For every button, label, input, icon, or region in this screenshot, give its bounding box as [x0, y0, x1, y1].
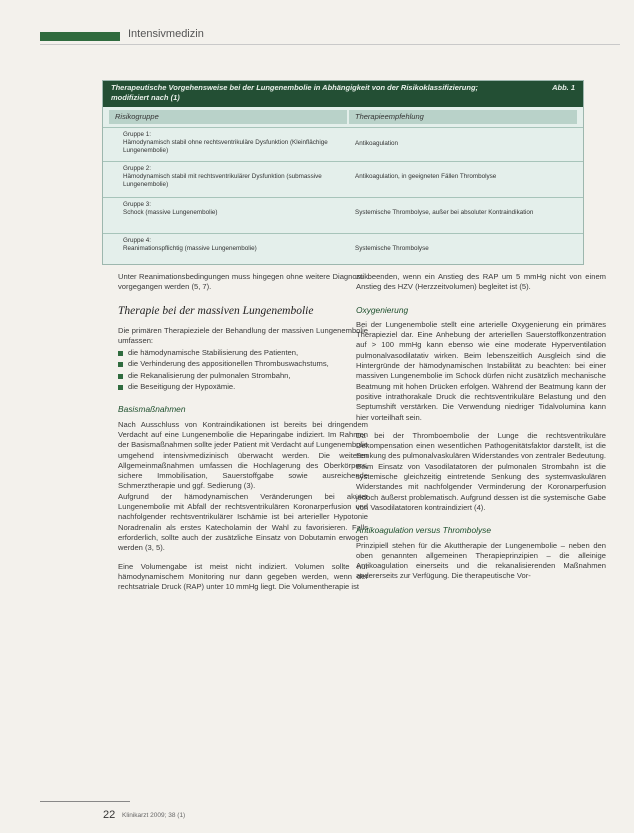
paragraph: Eine Volumengabe ist meist nicht indiziert. Volumen sollte nur hämodynamischem Monitoring nur dann gegeben werden, wenn der rechtsatriale Druck (RAP) unter 10 mmHg liegt. Die Volumentherapie ist [118, 561, 368, 592]
table-col-therapy: Therapieempfehlung [349, 110, 577, 124]
table-row [103, 233, 583, 264]
bullet-icon [118, 362, 123, 367]
table-cell-therapy: Systemische Thrombolyse [355, 245, 429, 252]
paragraph: Bei der Lungenembolie stellt eine arterielle Oxygenierung ein primäres Therapieziel dar. Eine Anhebung der arteriellen Sauerstoffkonzentration auf > 100 mmHg kann ebenso wie eine moderate Hyperventilation pulmonalvasodilatativ wirken. Beim lebenszeitlich Ausgleich sind die Hintergründe der hämodynamischen Instabilität zu beachten: bei einer massiven Lungenembolie im Schock dürfen nicht zusätzlich mechanische Beatmung mit hohen Drücken erfolgen. Während der Beatmung kann der positive intrathorakale Druck die rechtsventrikuläre Belastung und den Septumshift verstärken. Die Verwendung niedriger Tidalvolumina kann hier vorteilhaft sein. [356, 319, 606, 422]
list-item-text: die Verhinderung des appositionellen Thrombuswachstums, [128, 359, 329, 369]
bullet-icon [118, 351, 123, 356]
running-header: Intensivmedizin [128, 28, 204, 40]
list-item-text: die Rekanalisierung der pulmonalen Strombahn, [128, 370, 291, 380]
right-column [356, 272, 606, 590]
list-item [118, 371, 368, 381]
paragraph: Da bei der Thromboembolie der Lunge die rechtsventrikuläre Dekompensation einen wesentlichen Pathogenitätsfaktor darstellt, ist die Senkung des pulmonalvaskulären Widerstandes von zentraler Bedeutung. Beim Einsatz von Vasodilatatoren der pulmonalen Strombahn ist die systemische gleichzeitig eintretende Senkung des systemvaskulären Widerstandes mit nachfolgender Verminderung der Koronarperfusion jedoch äußerst problematisch. Aufgrund dessen ist die systemische Gabe von Vasodilatatoren kontraindiziert (4). [356, 430, 606, 512]
paragraph: Die primären Therapieziele der Behandlung der massiven Lungenembolie umfassen: [118, 325, 368, 345]
risk-table [102, 80, 584, 265]
bullet-icon [118, 374, 123, 379]
paragraph: Aufgrund der hämodynamischen Veränderungen bei akuter Lungenembolie mit Abfall der rechtsventrikulären Koronarperfusion und nachfolgender rechtsventrikulärer Ischämie ist bei arterieller Hypotonie Noradrenalin als erstes Katecholamin der Wahl zu favorisieren. Falls erforderlich, sollte auch der zusätzliche Einsatz von Dobutamin erwogen werden (3, 5). [118, 491, 368, 553]
table-col-risk: Risikogruppe [109, 110, 347, 124]
paragraph: Nach Ausschluss von Kontraindikationen ist bereits bei dringendem Verdacht auf eine Lungenembolie die Heparingabe indiziert. Im Rahmen der Basismaßnahmen sollte jeder Patient mit Verdacht auf Lungenembolie umgehend intensivmedizinisch überwacht werden. Die weiteren Allgemeinmaßnahmen umfassen die Hochlagerung des Oberkörpers, sichere Immobilisation, Sauerstoffgabe sowie ausreichende Schmerztherapie und ggf. Sedierung (3). [118, 419, 368, 491]
table-cell-therapy: Antikoagulation, in geeigneten Fällen Thrombolyse [355, 173, 497, 180]
table-cell-risk: Gruppe 4: Reanimationspflichtig (massive Lungenembolie) [123, 237, 257, 252]
subsection-heading: Antikoagulation versus Thrombolyse [356, 525, 491, 536]
list-item-text: die hämodynamische Stabilisierung des Patienten, [128, 348, 299, 358]
therapy-goal-list [118, 348, 368, 392]
table-row [103, 127, 583, 160]
paragraph: Prinzipiell stehen für die Akuttherapie der Lungenembolie – neben den oben genannten allgemeinen Therapieprinzipien – die alleinige Antikoagulation einerseits und die rekanalisierenden Maßnahmen andererseits zur Verfügung. Die therapeutische Vor- [356, 540, 606, 581]
header-color-bar [40, 32, 120, 41]
list-item [118, 382, 368, 392]
paragraph: Unter Reanimationsbedingungen muss hingegen ohne weitere Diagnostik vorgegangen werden (5, 7). [118, 272, 368, 292]
page-number: 22 [103, 809, 116, 821]
table-cell-therapy: Systemische Thrombolyse, außer bei absoluter Kontraindikation [355, 209, 534, 216]
table-row [103, 161, 583, 196]
table-caption: Therapeutische Vorgehensweise bei der Lungenembolie in Abhängigkeit von der Risikoklassifizierung; modifiziert nach (1) [111, 83, 479, 102]
table-cell-therapy: Antikoagulation [355, 140, 399, 147]
list-item [118, 359, 368, 369]
table-header [103, 81, 583, 107]
subsection-heading: Oxygenierung [356, 304, 409, 315]
table-cell-risk: Gruppe 1: Hämodynamisch stabil ohne rechtsventrikuläre Dysfunktion (Kleinflächige Lungenembolie) [123, 131, 328, 154]
subsection-heading: Basismaßnahmen [118, 404, 186, 415]
header-rule [40, 44, 620, 45]
table-cell-risk: Gruppe 3: Schock (massive Lungenembolie) [123, 201, 218, 216]
left-column [118, 272, 368, 600]
paragraph: zu beenden, wenn ein Anstieg des RAP um 5 mmHg nicht von einem Anstieg des HZV (Herzzeitvolumen) begleitet ist (5). [356, 272, 606, 292]
list-item [118, 348, 368, 358]
bullet-icon [118, 385, 123, 390]
footer-rule [40, 801, 130, 802]
table-row [103, 197, 583, 232]
table-number: Abb. 1 [552, 83, 575, 92]
table-cell-risk: Gruppe 2: Hämodynamisch stabil mit rechtsventrikulärer Dysfunktion (submassive Lungenembolie) [123, 165, 322, 188]
section-heading: Therapie bei der massiven Lungenembolie [118, 304, 314, 317]
journal-source: Klinikarzt 2009; 38 (1) [122, 812, 186, 819]
list-item-text: die Beseitigung der Hypoxämie. [128, 382, 236, 392]
